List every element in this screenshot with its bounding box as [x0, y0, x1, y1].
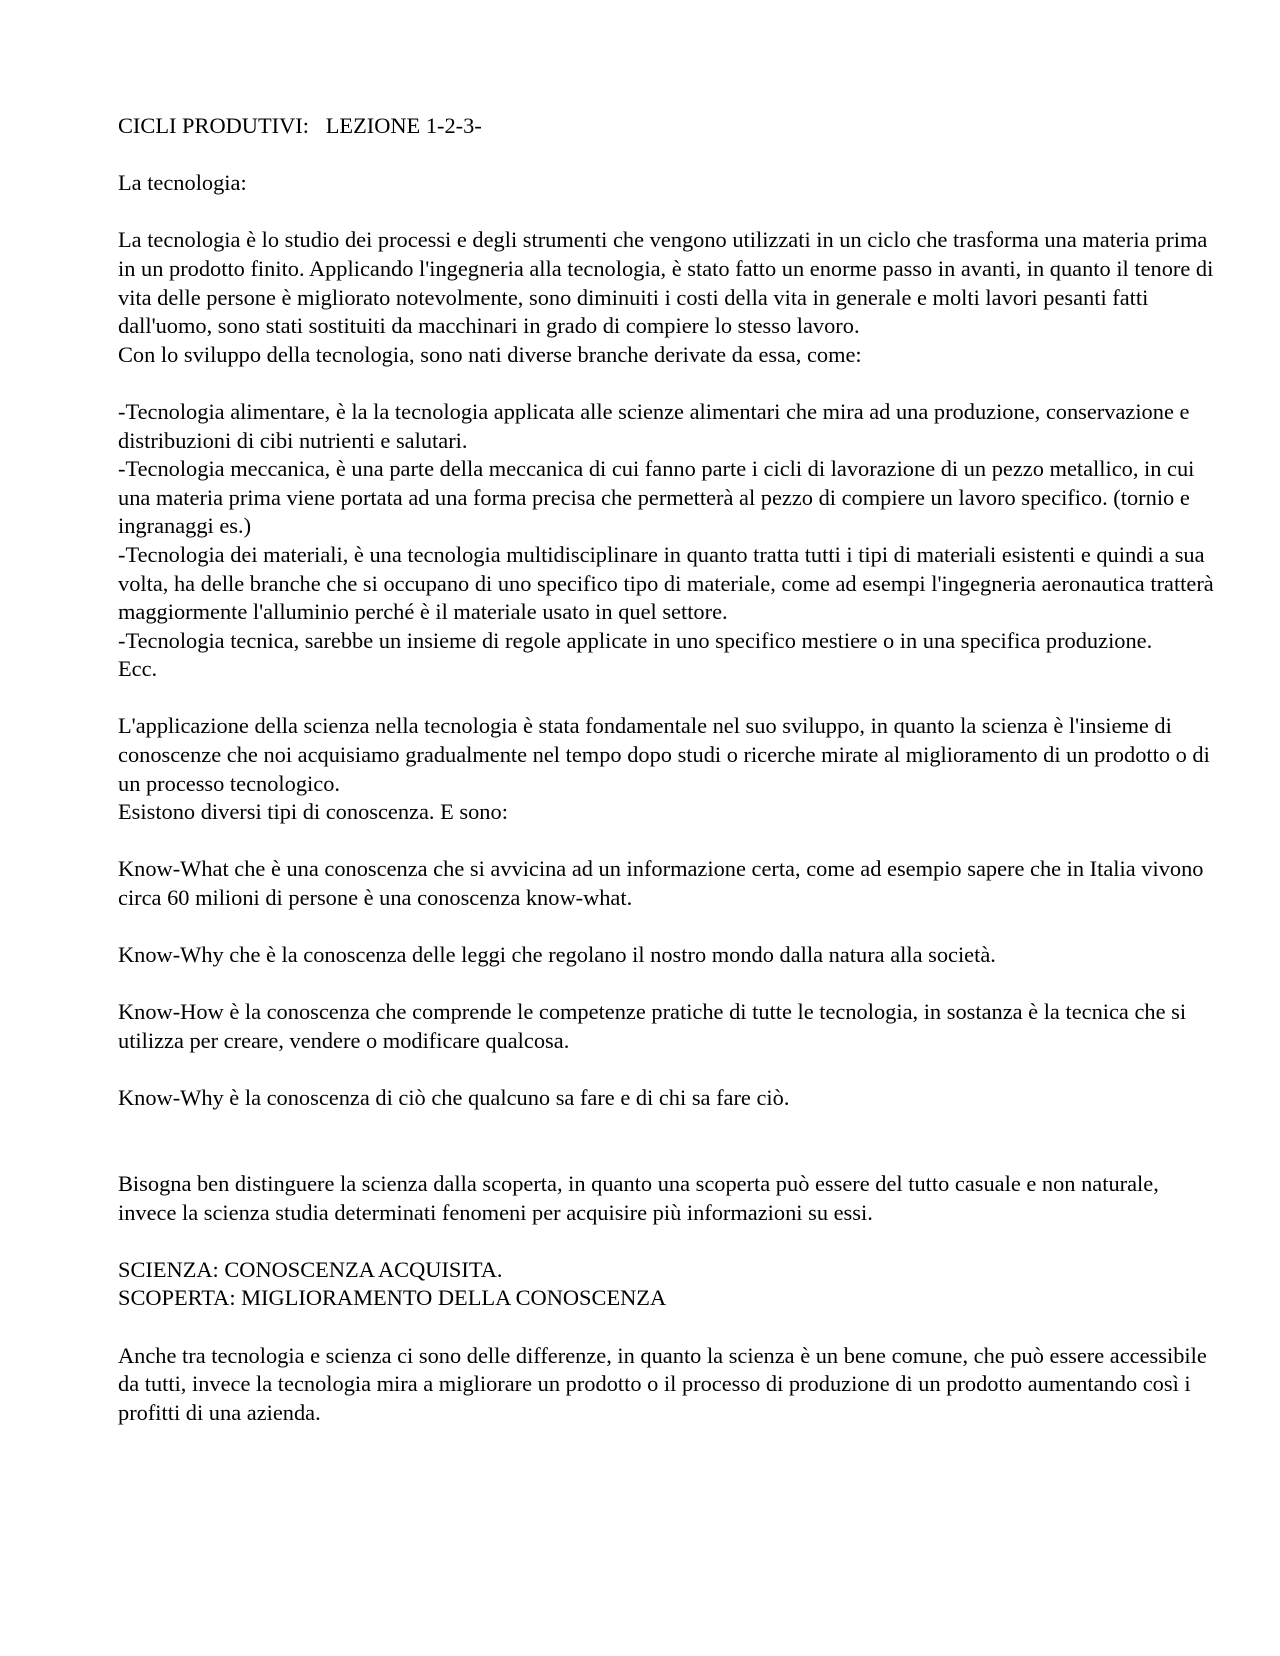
- spacer: [118, 369, 1218, 398]
- spacer: [118, 141, 1218, 170]
- branch-item: -Tecnologia tecnica, sarebbe un insieme di regole applicate in uno specifico mestiere o in una specifica produzione.: [118, 627, 1153, 653]
- spacer: [118, 198, 1218, 227]
- spacer: [118, 1313, 1218, 1342]
- spacer: [118, 684, 1218, 713]
- paragraph-know-what: Know-What che è una conoscenza che si avvicina ad un informazione certa, come ad esempio sapere che in Italia vivono circa 60 milioni di persone è una conoscenza know-what.: [118, 856, 1204, 911]
- paragraph-branches-intro: Con lo sviluppo della tecnologia, sono nati diverse branche derivate da essa, come:: [118, 341, 862, 367]
- section-heading: La tecnologia:: [118, 170, 247, 196]
- spacer: [118, 970, 1218, 999]
- spacer: [118, 913, 1218, 942]
- paragraph-know-who: Know-Why è la conoscenza di ciò che qualcuno sa fare e di chi sa fare ciò.: [118, 1085, 790, 1111]
- spacer: [118, 1056, 1218, 1085]
- paragraph-science: L'applicazione della scienza nella tecnologia è stata fondamentale nel suo sviluppo, in quanto la scienza è l'insieme di conoscenze che noi acquisiamo gradualmente nel tempo dopo studi o ricerche mirate al miglioramento di un prodotto o di un processo tecnologico.: [118, 713, 1210, 796]
- branch-item: -Tecnologia meccanica, è una parte della meccanica di cui fanno parte i cicli di lavorazione di un pezzo metallico, in cui una materia prima viene portata ad una forma precisa che permetterà al pezzo di compiere un lavoro specifico. (tornio e ingranaggi es.): [118, 456, 1195, 539]
- document-page: [118, 112, 1218, 1427]
- spacer: [118, 1227, 1218, 1256]
- paragraph-know-how: Know-How è la conoscenza che comprende le competenze pratiche di tutte le tecnologia, in sostanza è la tecnica che si utilizza per creare, vendere o modificare qualcosa.: [118, 999, 1187, 1053]
- paragraph-knowledge-types: Esistono diversi tipi di conoscenza. E sono:: [118, 799, 508, 825]
- branch-item: -Tecnologia alimentare, è la la tecnologia applicata alle scienze alimentari che mira ad una produzione, conservazione e distribuzioni di cibi nutrienti e salutari.: [118, 398, 1190, 453]
- definition-scienza: SCIENZA: CONOSCENZA ACQUISITA.: [118, 1256, 503, 1282]
- branch-item: -Tecnologia dei materiali, è una tecnologia multidisciplinare in quanto tratta tutti i tipi di materiali esistenti e quindi a sua volta, ha delle branche che si occupano di uno specifico tipo di materiale, come ad esempi l'ingegneria aeronautica tratterà maggiormente l'alluminio perché è il materiale usato in quel settore.: [118, 541, 1214, 625]
- paragraph-discovery: Bisogna ben distinguere la scienza dalla scoperta, in quanto una scoperta può essere del tutto casuale e non naturale, invece la scienza studia determinati fenomeni per acquisire più informazioni su essi.: [118, 1170, 1159, 1225]
- branch-item: Ecc.: [118, 656, 158, 682]
- definition-scoperta: SCOPERTA: MIGLIORAMENTO DELLA CONOSCENZA: [118, 1285, 667, 1311]
- document-title: CICLI PRODUTIVI: LEZIONE 1-2-3-: [118, 113, 482, 138]
- paragraph-intro: La tecnologia è lo studio dei processi e degli strumenti che vengono utilizzati in un ciclo che trasforma una materia prima in un prodotto finito. Applicando l'ingegneria alla tecnologia, è stato fatto un enorme passo in avanti, in quanto il tenore di vita delle persone è migliorato notevolmente, sono diminuiti i costi della vita in generale e molti lavori pesanti fatti dall'uomo, sono stati sostituiti da macchinari in grado di compiere lo stesso lavoro.: [118, 227, 1214, 339]
- spacer: [118, 1113, 1218, 1170]
- paragraph-differences: Anche tra tecnologia e scienza ci sono delle differenze, in quanto la scienza è un bene comune, che può essere accessibile da tutti, invece la tecnologia mira a migliorare un prodotto o il processo di produzione di un prodotto aumentando così i profitti di una azienda.: [118, 1342, 1207, 1425]
- paragraph-know-why: Know-Why che è la conoscenza delle leggi che regolano il nostro mondo dalla natura alla società.: [118, 942, 996, 968]
- spacer: [118, 827, 1218, 856]
